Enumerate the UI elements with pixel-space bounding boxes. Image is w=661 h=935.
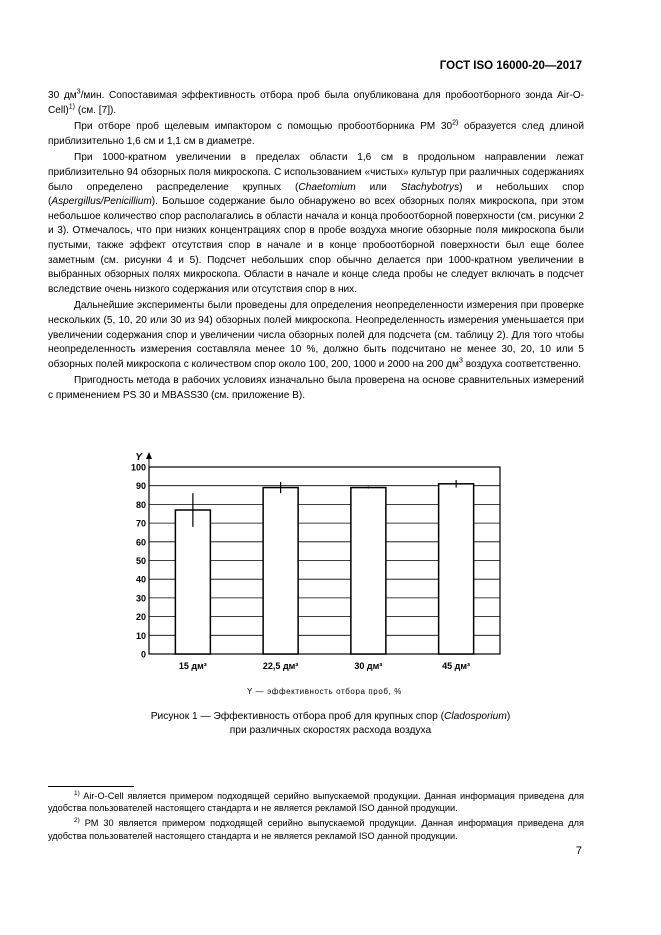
body-text (48, 89, 584, 405)
y-tick-label: 20 (135, 612, 146, 623)
y-tick-label: 100 (130, 462, 146, 473)
x-tick-label: 22,5 дм³ (262, 661, 299, 671)
footnotes (48, 790, 584, 845)
paragraph-5: Пригодность метода в рабочих условиях изначально была проверена на основе сравнительных измерений с применением PS 30 и MBASS30 (см. приложение B). (48, 375, 584, 401)
x-tick-label: 15 дм³ (178, 661, 207, 671)
y-tick-label: 60 (135, 537, 146, 548)
y-axis-label: Y (135, 452, 142, 463)
caption-line-2: при различных скоростях расхода воздуха (229, 725, 432, 736)
paragraph-1: 30 $дм^3$/мин. Сопоставимая эффективность отбора проб была опубликована для пробоотборного зонда Air-O-Cell)$^{1)}$ (см. [7]). (48, 88, 584, 116)
footnote-2: $^{2)}$ РМ 30 является примером подходящей серийно выпускаемой продукции. Данная информация приведена для удобства пользователей настоящего стандарта и не является рекламой ISO данной продукции. (48, 817, 584, 841)
page-number: 7 (575, 845, 582, 857)
bar (263, 488, 298, 654)
x-tick-label: 30 дм³ (354, 661, 383, 671)
y-tick-label: 50 (135, 556, 146, 566)
bar (351, 488, 386, 654)
standard-header: ГОСТ ISO 16000-20—2017 (439, 60, 582, 72)
bar-chart (100, 445, 520, 695)
x-tick-label: 45 дм³ (442, 661, 471, 671)
bar (439, 484, 474, 654)
y-tick-label: 0 (140, 649, 146, 660)
caption-line-1: Рисунок 1 — Эффективность отбора проб для крупных спор (Cladosporium) (150, 711, 511, 722)
figure-caption (0, 710, 661, 738)
footnote-divider (48, 786, 134, 787)
y-tick-label: 30 (135, 593, 146, 604)
y-tick-label: 70 (135, 518, 146, 529)
bar (175, 510, 210, 654)
figure-1-chart (100, 445, 520, 695)
y-axis-arrow (146, 452, 152, 459)
y-tick-label: 80 (135, 499, 146, 510)
footnote-1: $^{1)}$ Air-O-Cell является примером подходящей серийно выпускаемой продукции. Данная информация приведена для удобства пользователей настоящего стандарта и не является рекламой ISO данной продукции. (48, 789, 584, 814)
paragraph-2: При отборе проб щелевым импактором с помощью пробоотборника РМ 30$^{2)}$ образуется след длиной приблизительно 1,6 см и 1,1 см в диаметре. (48, 119, 584, 147)
y-tick-label: 10 (135, 630, 146, 641)
y-tick-label: 90 (135, 481, 146, 492)
axis-legend-note: Y — эффективность отбора проб, % (247, 687, 402, 695)
paragraph-3: При 1000-кратном увеличении в пределах области 1,6 см в продольном направлении лежат приблизительно 94 обзорных поля микроскопа. С использованием «чистых» культур при различных содержаниях было определено распределение крупных (Chaetomium или Stachybotrys) и небольших спор (Aspergillus/Penicillium). Большое содержание было обнаружено во всех обзорных полях микроскопа, при этом небольшое количество спор располагались в области начала и конца пробоотборной поверхности (см. рисунки 2 и 3). Отмечалось, что при низких концентрациях спор в пробе воздуха многие обзорные поля микроскопа были пустыми, также эффект отсутствия спор в начале и в конце пробоотборной поверхности был еще более заметным (см. рисунки 4 и 5). Подсчет небольших спор обычно делается при 1000-кратном увеличении в выбранных обзорных полях микроскопа. Области в начале и конце следа пробы не следует включать в подсчет вследствие очень низкого содержания или отсутствия спор в них. (48, 152, 584, 295)
y-tick-label: 40 (135, 574, 146, 585)
paragraph-4: Дальнейшие эксперименты были проведены для определения неопределенности измерения при проверке нескольких (5, 10, 20 или 30 из 94) обзорных полей микроскопа. Неопределенность измерения уменьшается при увеличении содержания спор и увеличении числа обзорных полей для подсчета (см. таблицу 2). Для того чтобы неопределенность измерения составляла менее 10 %, должно быть подсчитано не менее 30, 20, 10 или 5 обзорных полей микроскопа с количеством спор около 100, 200, 1000 и 2000 на 200 $дм^3$ воздуха соответственно. (48, 300, 584, 370)
